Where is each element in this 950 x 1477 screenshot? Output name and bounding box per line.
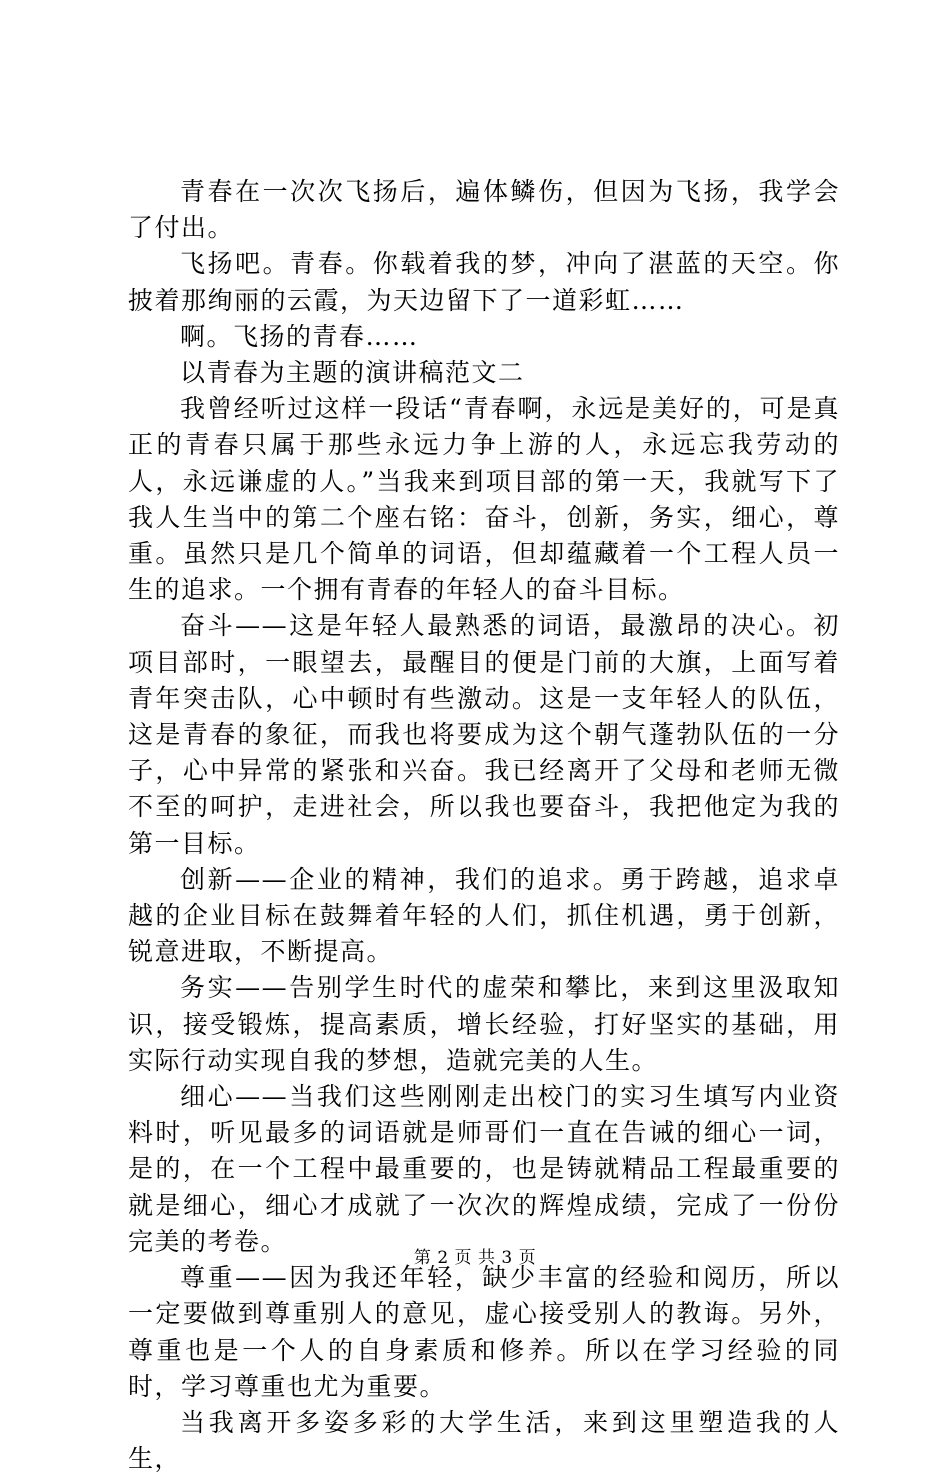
paragraph: 我曾经听过这样一段话“青春啊，永远是美好的，可是真正的青春只属于那些永远力争上游的人，永远忘我劳动的人，永远谦虚的人。”当我来到项目部的第一天，我就写下了我人生当中的第二个座右铭：奋斗，创新，务实，细心，尊重。虽然只是几个简单的词语，但却蕴藏着一个工程人员一生的追求。一个拥有青春的年轻人的奋斗目标。 <box>128 394 840 605</box>
paragraph: 务实——告别学生时代的虚荣和攀比，来到这里汲取知识，接受锻炼，提高素质，增长经验，打好坚实的基础，用实际行动实现自我的梦想，造就完美的人生。 <box>128 973 840 1075</box>
paragraph: 细心——当我们这些刚刚走出校门的实习生填写内业资料时，听见最多的词语就是师哥们一直在告诫的细心一词，是的，在一个工程中最重要的，也是铸就精品工程最重要的就是细心，细心才成就了一次次的辉煌成绩，完成了一份份完美的考卷。 <box>128 1082 840 1256</box>
paragraph: 奋斗——这是年轻人最熟悉的词语，最激昂的决心。初项目部时，一眼望去，最醒目的便是门前的大旗，上面写着青年突击队，心中顿时有些激动。这是一支年轻人的队伍，这是青春的象征，而我也将要成为这个朝气蓬勃队伍的一分子，心中异常的紧张和兴奋。我已经离开了父母和老师无微不至的呵护，走进社会，所以我也要奋斗，我把他定为我的第一目标。 <box>128 611 840 858</box>
paragraph: 尊重——因为我还年轻，缺少丰富的经验和阅历，所以一定要做到尊重别人的意见，虚心接受别人的教诲。另外，尊重也是一个人的自身素质和修养。所以在学习经验的同时，学习尊重也尤为重要。 <box>128 1263 840 1401</box>
paragraph: 创新——企业的精神，我们的追求。勇于跨越，追求卓越的企业目标在鼓舞着年轻的人们，抓住机遇，勇于创新，锐意进取，不断提高。 <box>128 864 840 967</box>
paragraph: 啊。飞扬的青春…… <box>180 321 419 351</box>
page-number-footer: 第 2 页 共 3 页 <box>413 1248 537 1268</box>
paragraph: 青春在一次次飞扬后，遍体鳞伤，但因为飞扬，我学会了付出。 <box>128 177 840 243</box>
document-body <box>128 174 840 1477</box>
section-heading: 以青春为主题的演讲稿范文二 <box>180 358 525 388</box>
paragraph: 飞扬吧。青春。你载着我的梦，冲向了湛蓝的天空。你披着那绚丽的云霞，为天边留下了一道彩虹…… <box>128 249 840 315</box>
paragraph: 当我离开多姿多彩的大学生活，来到这里塑造我的人生， <box>128 1407 840 1474</box>
